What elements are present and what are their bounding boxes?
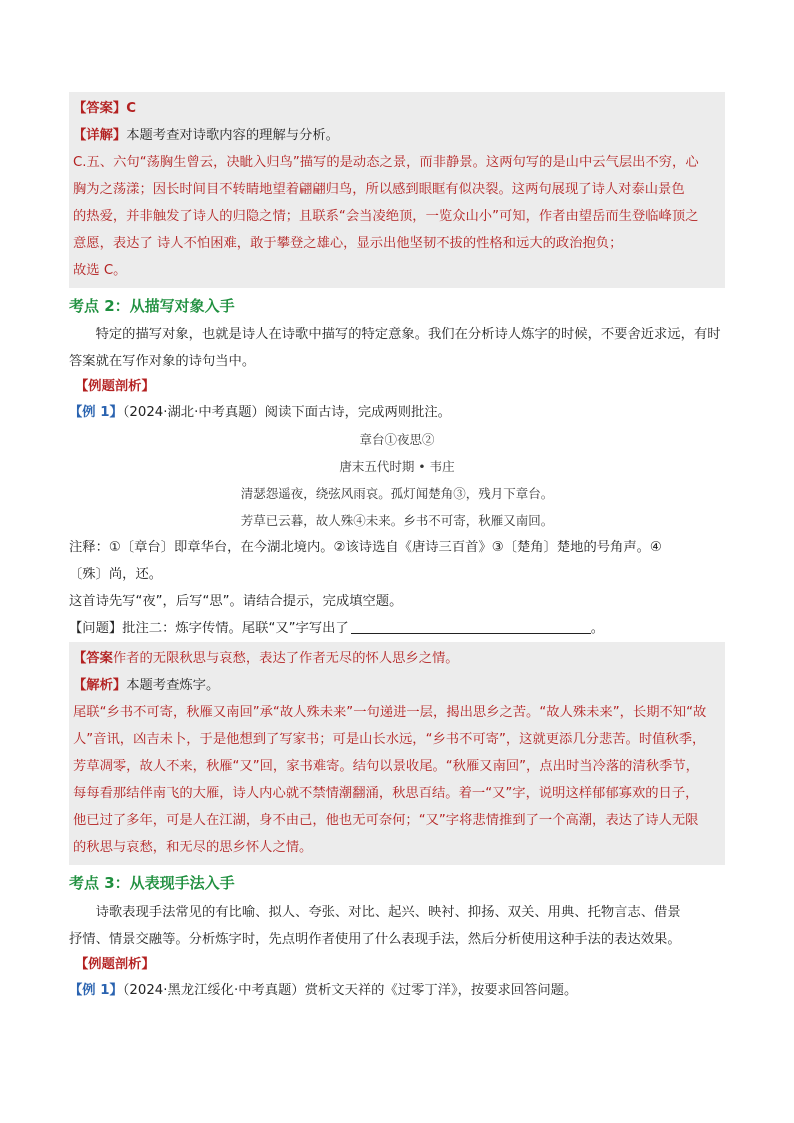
analysis-text-line: 的秋思与哀愁，和无尽的思乡怀人之情。 [73, 840, 313, 855]
detail-intro: 本题考查对诗歌内容的理解与分析。 [126, 128, 339, 143]
detail-text-line: 意愿，表达了 诗人不怕困难，敢于攀登之雄心，显示出他坚韧不拔的性格和远大的政治抱负； [73, 236, 623, 251]
example-analysis-label: 【例题剖析】 [75, 957, 155, 972]
detail-text-line: 故选 C。 [73, 263, 127, 278]
example-prompt [69, 399, 725, 426]
task-prompt: 这首诗先写“夜”，后写“思”。请结合提示，完成填空题。 [69, 594, 403, 609]
example-text: （2024·湖北·中考真题）阅读下面古诗，完成两则批注。 [122, 405, 451, 420]
poem-author: 唐末五代时期 • 韦庄 [339, 459, 455, 474]
poem-line: 清瑟怨遥夜，绕弦风雨哀。孤灯闻楚角③，残月下章台。 [240, 486, 554, 501]
section-heading-point2: 考点 2：从描写对象入手 [69, 297, 235, 315]
answer-block-1 [69, 92, 725, 288]
answer-value: C [126, 101, 136, 116]
detail-text-line: 胸为之荡漾；因长时间目不转睛地望着翩翩归鸟，所以感到眼眶有似决裂。这两句展现了诗人对泰山景色 [73, 182, 685, 197]
document-page [69, 92, 725, 1004]
notes-line: 注释：①〔章台〕即章华台，在今湖北境内。②该诗选自《唐诗三百首》③〔楚角〕楚地的号角声。④ [69, 540, 662, 555]
question-line [69, 615, 725, 642]
analysis-line [73, 672, 721, 699]
detail-label: 【详解】 [73, 128, 127, 143]
example-analysis-label: 【例题剖析】 [75, 379, 155, 394]
example-prompt [69, 977, 725, 1004]
answer-line [73, 645, 721, 672]
answer-block-2 [69, 642, 725, 865]
example-label: 【例 1】 [69, 983, 123, 998]
poem-line: 芳草已云暮，故人殊④未来。乡书不可寄，秋雁又南回。 [240, 513, 554, 528]
fill-in-blank[interactable] [351, 619, 591, 634]
question-label: 【问题】 [69, 621, 123, 636]
section-heading-point3: 考点 3：从表现手法入手 [69, 874, 235, 892]
answer-line [73, 95, 721, 122]
answer-text: 作者的无限秋思与哀愁，表达了作者无尽的怀人思乡之情。 [112, 651, 459, 666]
analysis-text-line: 芳草凋零，故人不来，秋雁“又”回，家书难寄。结句以景收尾。“秋雁又南回”，点出时当冷落的清秋季节， [73, 759, 699, 774]
point3-intro-line: 诗歌表现手法常见的有比喻、拟人、夸张、对比、起兴、映衬、抑扬、双关、用典、托物言志、借景 [95, 905, 681, 920]
detail-text-line: C.五、六句“荡胸生曾云，决眦入归鸟”描写的是动态之景，而非静景。这两句写的是山中云气层出不穷，心 [73, 155, 699, 170]
point2-intro: 特定的描写对象，也就是诗人在诗歌中描写的特定意象。我们在分析诗人炼字的时候，不要舍近求远，有时答案就在写作对象的诗句当中。 [69, 327, 721, 369]
example-text: （2024·黑龙江绥化·中考真题）赏析文天祥的《过零丁洋》，按要求回答问题。 [122, 983, 578, 998]
poem [69, 426, 725, 534]
analysis-label: 【解析】 [73, 678, 127, 693]
answer-label: 【答案】 [73, 101, 127, 116]
analysis-text-line: 尾联“乡书不可寄，秋雁又南回”承“故人殊未来”一句递进一层，揭出思乡之苦。“故人殊未来”，长期不知“故 [73, 705, 707, 720]
detail-line [73, 122, 721, 149]
analysis-text-line: 人”音讯，凶吉未卜，于是他想到了写家书；可是山长水远，“乡书不可寄”，这就更添几分悲苦。时值秋季， [73, 732, 706, 747]
poem-title: 章台①夜思② [359, 432, 435, 447]
analysis-text-line: 每每看那结伴南飞的大雁，诗人内心就不禁情潮翻涌，秋思百结。着一“又”字，说明这样郁郁寡欢的日子， [73, 786, 699, 801]
question-text: 批注二：炼字传情。尾联“又”字写出了 [122, 621, 349, 636]
notes-line: 〔殊〕尚，还。 [69, 567, 163, 582]
analysis-intro: 本题考查炼字。 [126, 678, 220, 693]
example-label: 【例 1】 [69, 405, 123, 420]
detail-text-line: 的热爱，并非触发了诗人的归隐之情；且联系“会当凌绝顶，一览众山小”可知，作者由望岳而生登临峰顶之 [73, 209, 699, 224]
point3-intro-line: 抒情、情景交融等。分析炼字时，先点明作者使用了什么表现手法，然后分析使用这种手法的表达效果。 [69, 932, 681, 947]
analysis-text-line: 他已过了多年，可是人在江湖，身不由己，他也无可奈何；“又”字将悲情推到了一个高潮，表达了诗人无限 [73, 813, 699, 828]
question-end: 。 [590, 621, 605, 636]
answer-label: 【答案 [73, 651, 113, 666]
